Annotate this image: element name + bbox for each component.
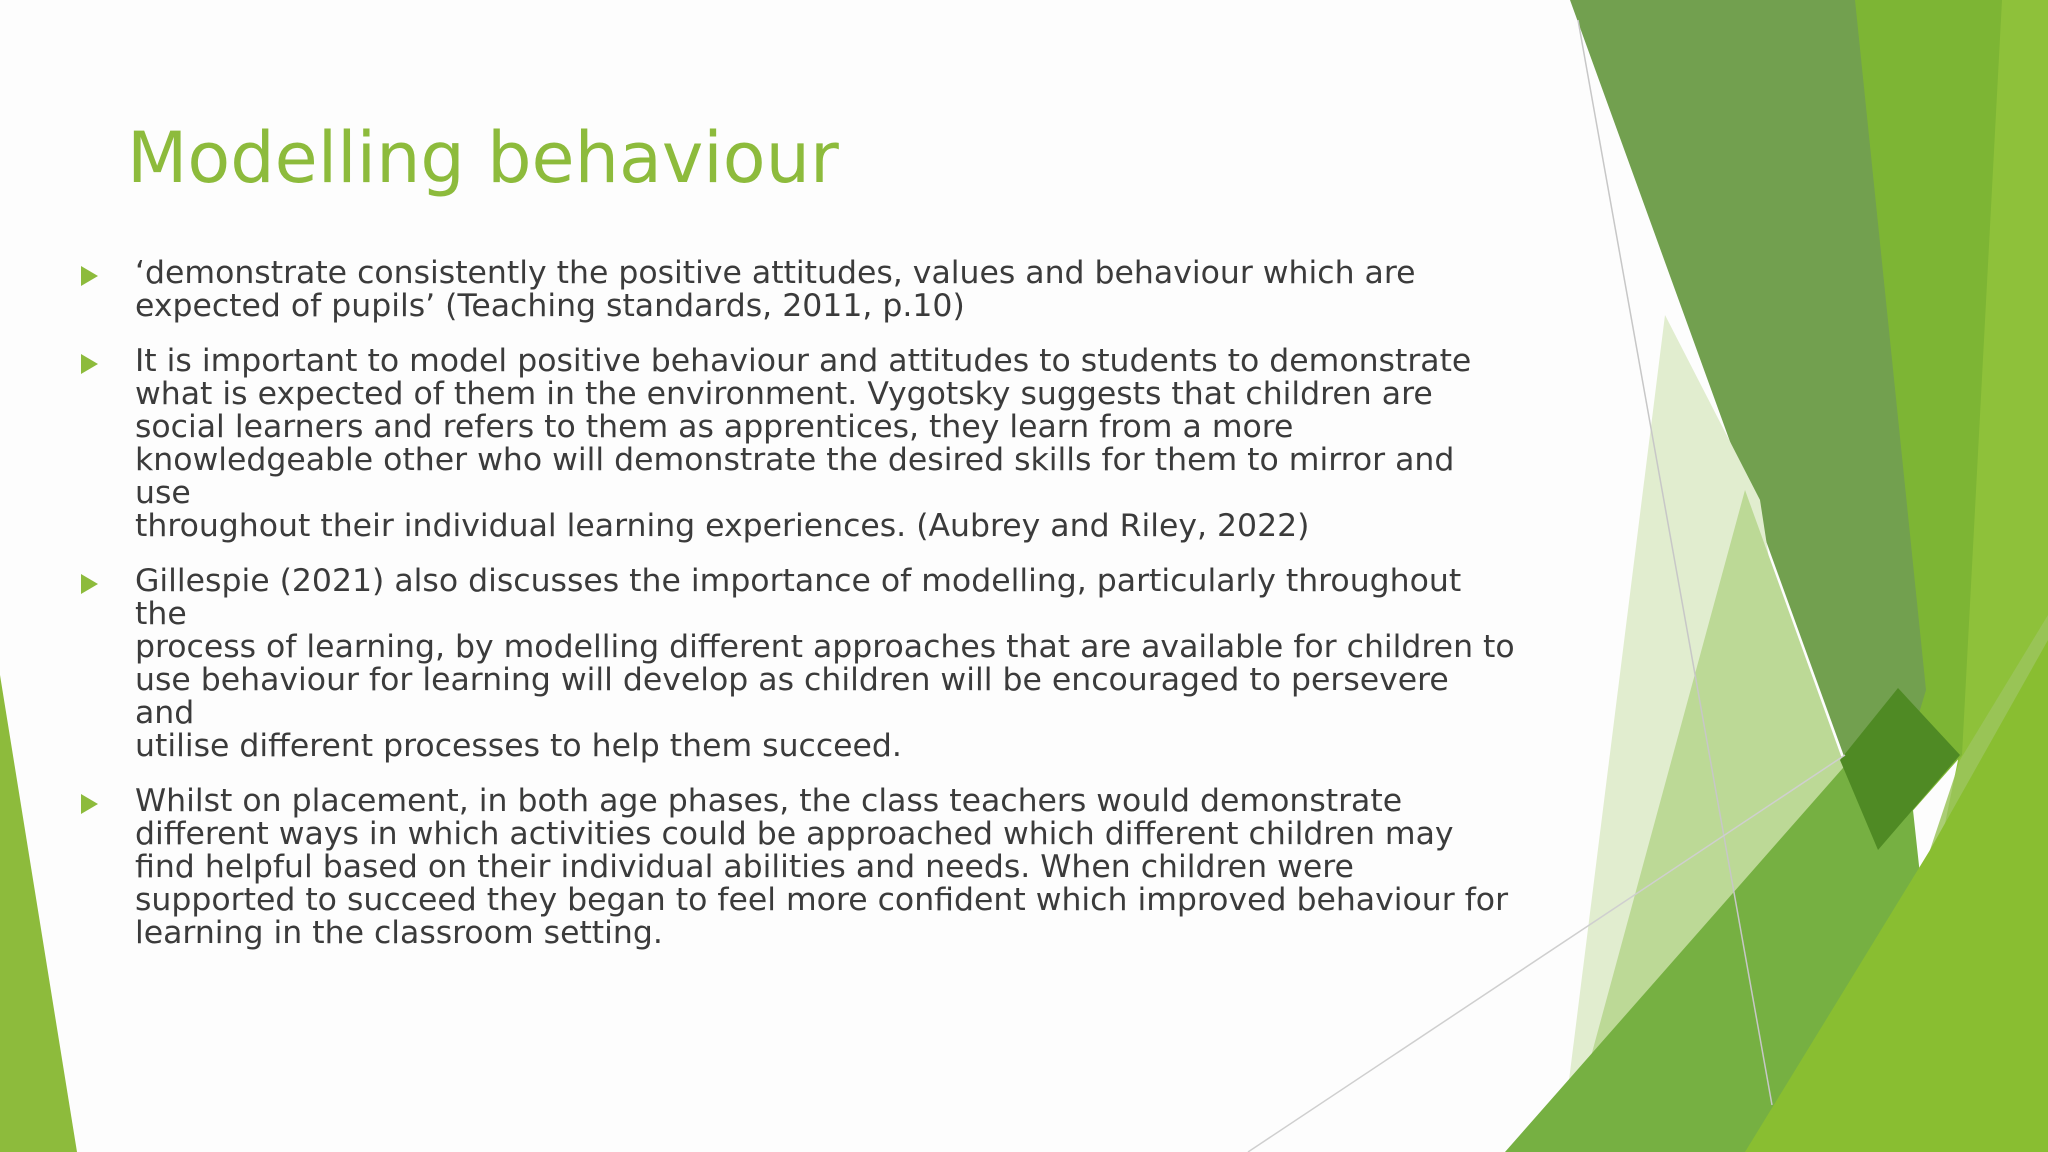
slide-title: Modelling behaviour: [127, 117, 839, 199]
triangle-bullet-icon: [81, 574, 98, 594]
bullet-item: [78, 785, 1518, 950]
bullet-item: [78, 257, 1518, 323]
bullet-item: [78, 565, 1518, 763]
bullet-list: [78, 257, 1518, 972]
left-accent-shape: [0, 675, 77, 1152]
triangle-bullet-icon: [81, 354, 98, 374]
bullet-text: It is important to model positive behaviour and attitudes to students to demonstrate what is expected of them in the environment. Vygotsky suggests that children are social learners and refers to them as apprentices, they learn from a more knowledgeable other who will demonstrate the desired skills for them to mirror and use throughout their individual learning experiences. (Aubrey and Riley, 2022): [135, 343, 1472, 544]
triangle-bullet-icon: [81, 266, 98, 286]
bullet-text: Gillespie (2021) also discusses the importance of modelling, particularly throughout the process of learning, by modelling different approaches that are available for children to use behaviour for learning will develop as children will be encouraged to persevere and utilise different processes to help them succeed.: [135, 563, 1515, 764]
triangle-bullet-icon: [81, 794, 98, 814]
bullet-item: [78, 345, 1518, 543]
bullet-text: Whilst on placement, in both age phases, the class teachers would demonstrate different ways in which activities could be approached which different children may find helpful based on their individual abilities and needs. When children were supported to succeed they began to feel more confident which improved behaviour for learning in the classroom setting.: [135, 783, 1509, 951]
bullet-text: ‘demonstrate consistently the positive attitudes, values and behaviour which are expected of pupils’ (Teaching standards, 2011, p.10): [135, 255, 1416, 324]
